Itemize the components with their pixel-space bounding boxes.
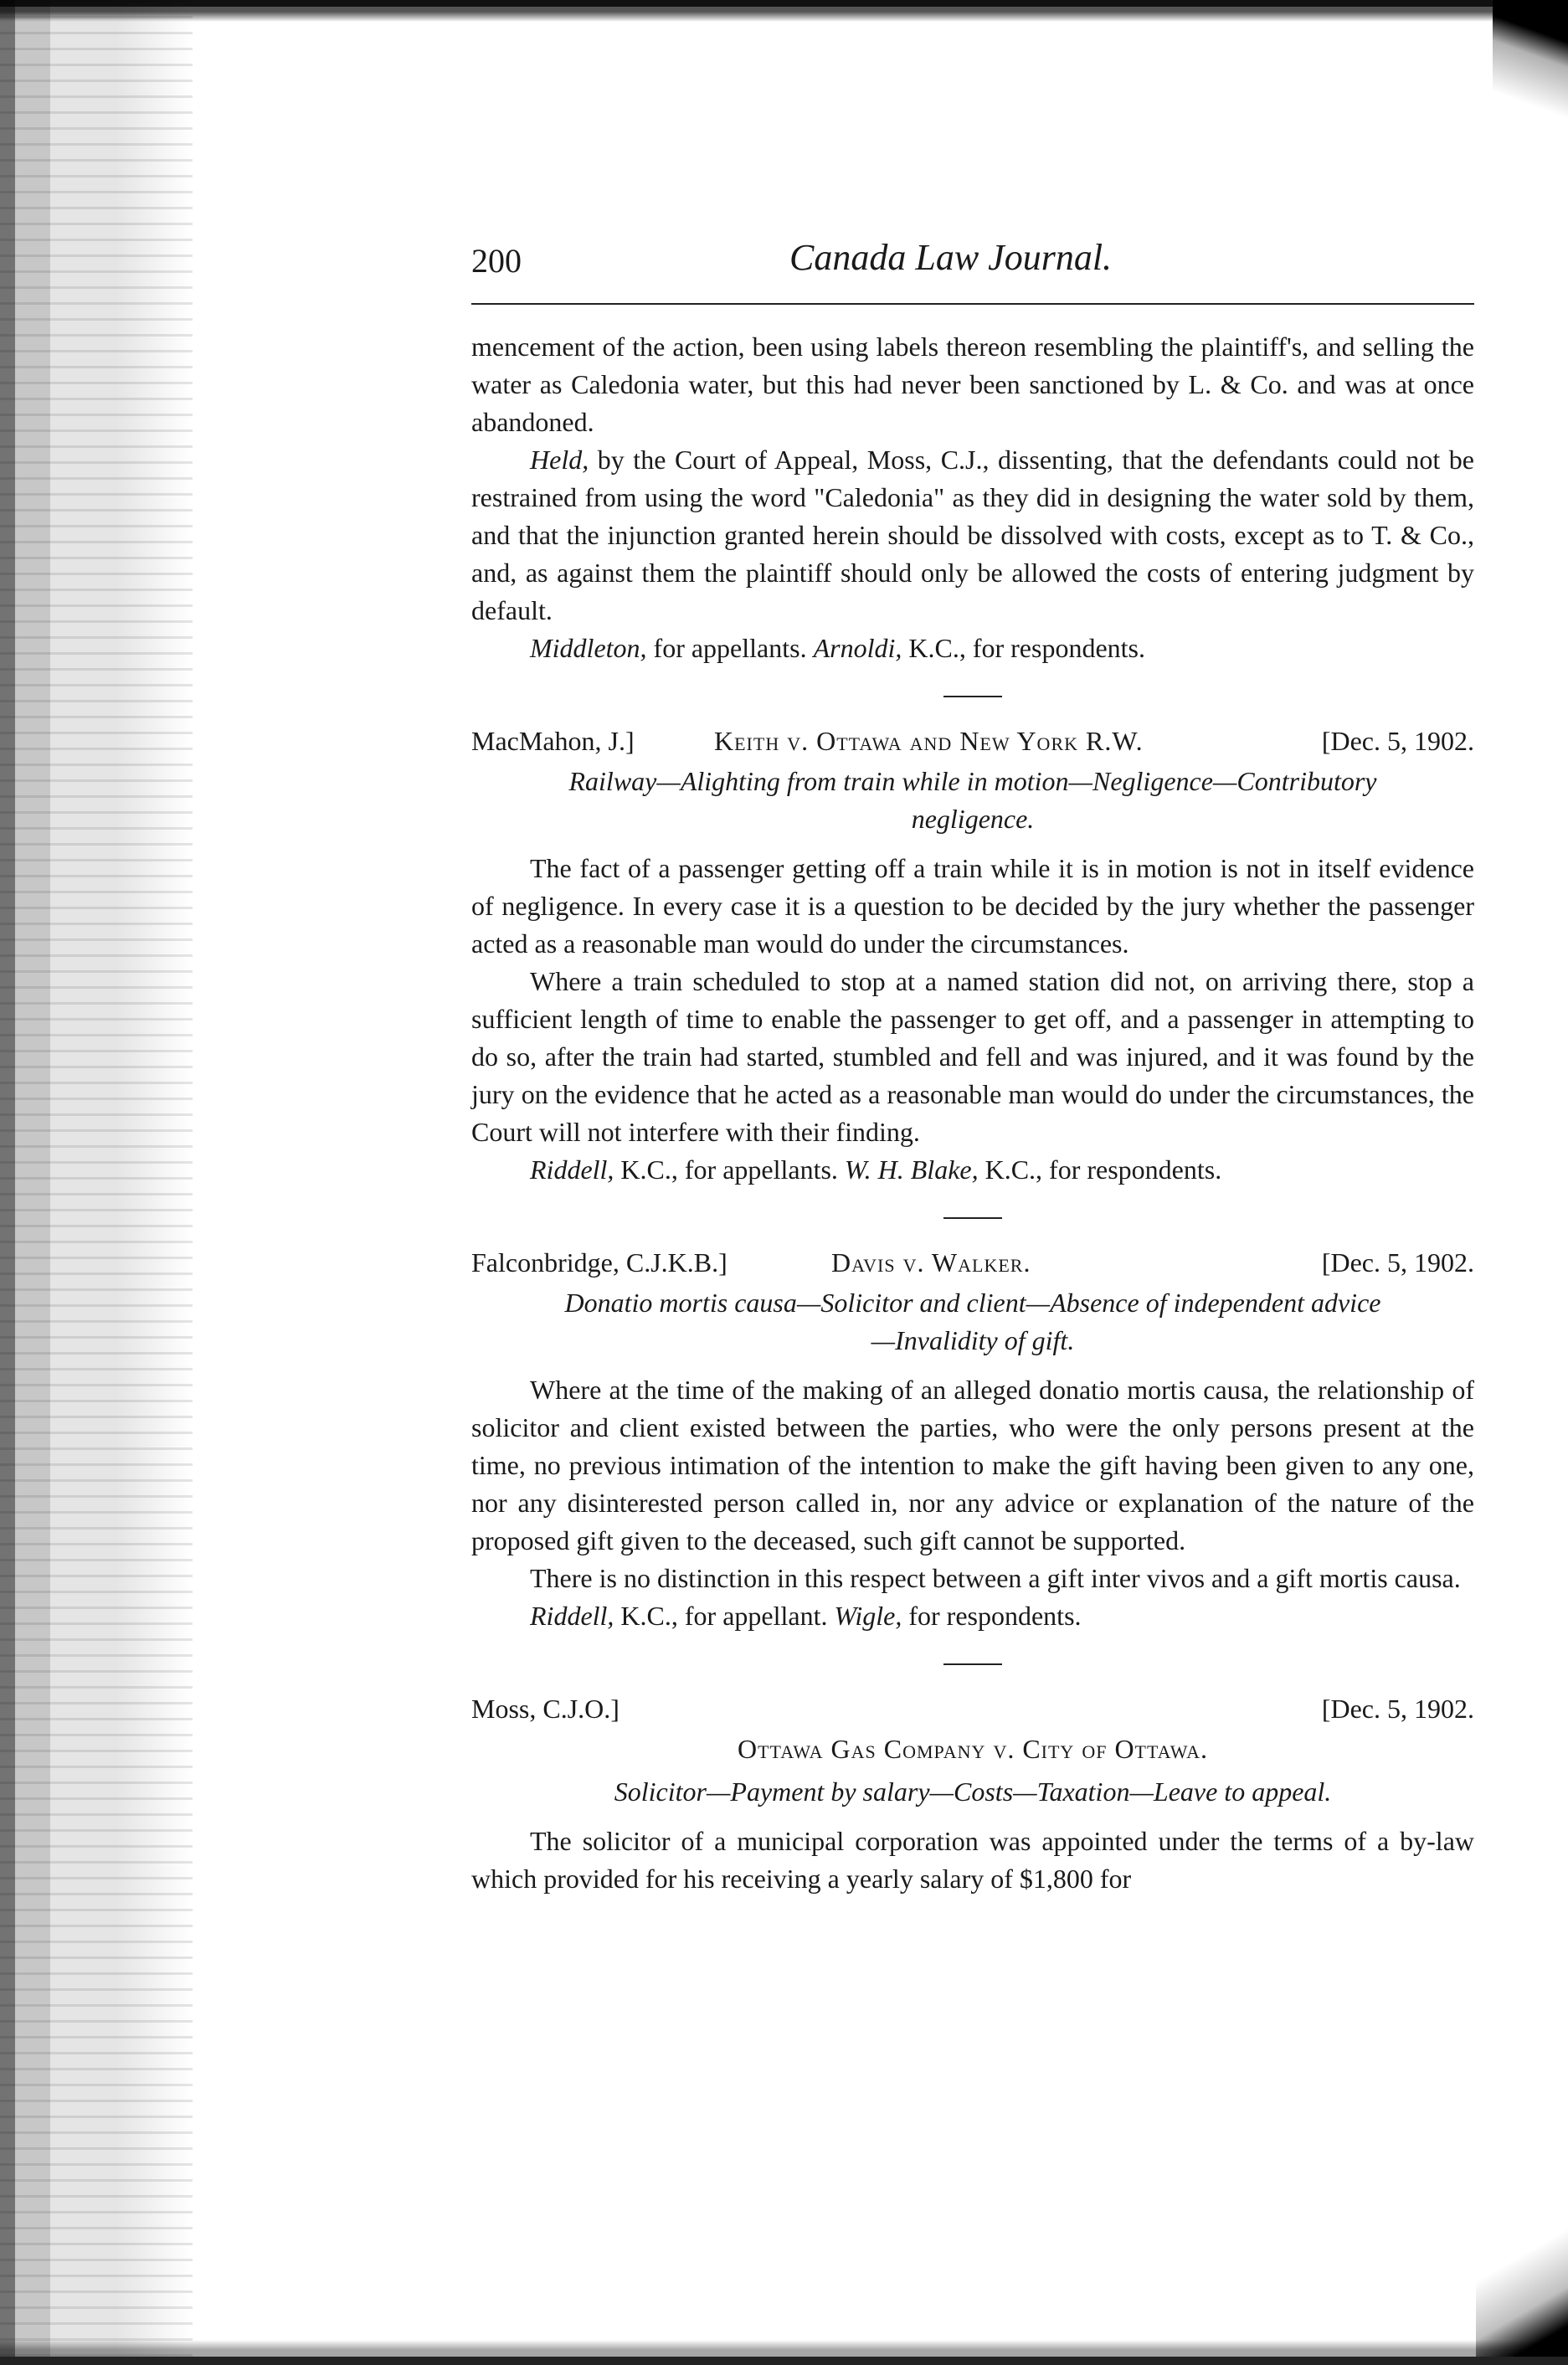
counsel-line bbox=[471, 1597, 1474, 1635]
counsel-role: K.C., for appellants. bbox=[614, 1154, 845, 1185]
counsel-name: Arnoldi, bbox=[813, 633, 902, 663]
page-header bbox=[471, 236, 1474, 295]
case-caption: Keith v. Ottawa and New York R.W. bbox=[714, 726, 1144, 756]
held-paragraph bbox=[471, 441, 1474, 630]
case-paragraph: The fact of a passenger getting off a train while it is in motion is not in itself evidence of negligence. In every case it is a question to be decided by the jury whether the passenger acted as a reasonable man would do under the circumstances. bbox=[471, 853, 1474, 959]
case-paragraph: Where at the time of the making of an alleged donatio mortis causa, the relationship of solicitor and client existed between the parties, who were the only persons present at the time, no previous intimation of the intention to make the gift having been given to any one, nor any disinterested person called in, nor any advice or explanation of the nature of the proposed gift given to the deceased, such gift cannot be supported. bbox=[471, 1375, 1474, 1555]
case-heading bbox=[471, 722, 1474, 763]
case-paragraph: Where a train scheduled to stop at a named station did not, on arriving there, stop a sufficient length of time to enable the passenger to get off, and a passenger in attempting to do so, after the train had started, stumbled and fell and was injured, and it was found by the jury on the evidence that he acted as a reasonable man would do under the circumstances, the Court will not interfere with their finding. bbox=[471, 966, 1474, 1147]
case-headnote bbox=[471, 1773, 1474, 1811]
headnote-line: Solicitor—Payment by salary—Costs—Taxation—Leave to appeal. bbox=[614, 1776, 1332, 1807]
headnote-line: negligence. bbox=[911, 804, 1035, 834]
case-headnote bbox=[471, 1284, 1474, 1360]
counsel-role: K.C., for respondents. bbox=[978, 1154, 1222, 1185]
section-separator bbox=[943, 1217, 1002, 1219]
scan-edge-top bbox=[0, 0, 1568, 22]
case-heading bbox=[471, 1244, 1474, 1284]
counsel-line bbox=[471, 630, 1474, 667]
case-date: [Dec. 5, 1902. bbox=[1321, 726, 1474, 756]
header-rule bbox=[471, 303, 1474, 305]
scan-edge-corner-top-right bbox=[1493, 0, 1568, 142]
counsel-line bbox=[471, 1151, 1474, 1189]
headnote-line: Railway—Alighting from train while in motion—Negligence—Contributory bbox=[568, 766, 1377, 796]
court-judge: Falconbridge, C.J.K.B.] bbox=[471, 1247, 727, 1278]
case-caption: Davis v. Walker. bbox=[831, 1247, 1031, 1278]
page-number: 200 bbox=[471, 242, 522, 280]
section-separator bbox=[943, 696, 1002, 697]
case-date: [Dec. 5, 1902. bbox=[1321, 1694, 1474, 1724]
counsel-name: Riddell, bbox=[530, 1601, 614, 1631]
counsel-role: K.C., for appellant. bbox=[614, 1601, 835, 1631]
scan-edge-left bbox=[0, 0, 193, 2365]
scan-edge-bottom bbox=[0, 2340, 1568, 2365]
counsel-name: Middleton, bbox=[530, 633, 647, 663]
case-paragraph: There is no distinction in this respect between a gift inter vivos and a gift mortis causa. bbox=[530, 1563, 1461, 1593]
counsel-name: W. H. Blake, bbox=[844, 1154, 979, 1185]
running-title: Canada Law Journal. bbox=[789, 237, 1113, 278]
case-caption: Ottawa Gas Company v. City of Ottawa. bbox=[737, 1734, 1209, 1764]
case-date: [Dec. 5, 1902. bbox=[1321, 1247, 1474, 1278]
counsel-name: Wigle, bbox=[834, 1601, 902, 1631]
headnote-line: —Invalidity of gift. bbox=[871, 1325, 1075, 1355]
headnote-line: Donatio mortis causa—Solicitor and client—Absence of independent advice bbox=[564, 1288, 1381, 1318]
court-judge: Moss, C.J.O.] bbox=[471, 1694, 619, 1724]
intro-paragraph: mencement of the action, been using labels thereon resembling the plaintiff's, and selling the water as Caledonia water, but this had never been sanctioned by L. & Co. and was at once abandoned. bbox=[471, 332, 1474, 437]
counsel-role: for appellants. bbox=[646, 633, 814, 663]
counsel-name: Riddell, bbox=[530, 1154, 614, 1185]
section-separator bbox=[943, 1663, 1002, 1665]
page-body bbox=[471, 328, 1474, 1898]
held-text: by the Court of Appeal, Moss, C.J., dissenting, that the defendants could not be restrained from using the word "Caledonia" as they did in designing the water sold by them, and that the injunction granted herein should be dissolved with costs, except as to T. & Co., and, as against them the plaintiff should only be allowed the costs of entering judgment by default. bbox=[471, 445, 1474, 625]
case-headnote bbox=[471, 763, 1474, 838]
journal-page bbox=[471, 236, 1474, 1894]
court-judge: MacMahon, J.] bbox=[471, 726, 635, 756]
counsel-role: K.C., for respondents. bbox=[902, 633, 1145, 663]
case-heading bbox=[471, 1690, 1474, 1730]
held-label: Held, bbox=[530, 445, 589, 475]
case-paragraph: The solicitor of a municipal corporation was appointed under the terms of a by-law which provided for his receiving a yearly salary of $1,800 for bbox=[471, 1826, 1474, 1894]
counsel-role: for respondents. bbox=[902, 1601, 1082, 1631]
